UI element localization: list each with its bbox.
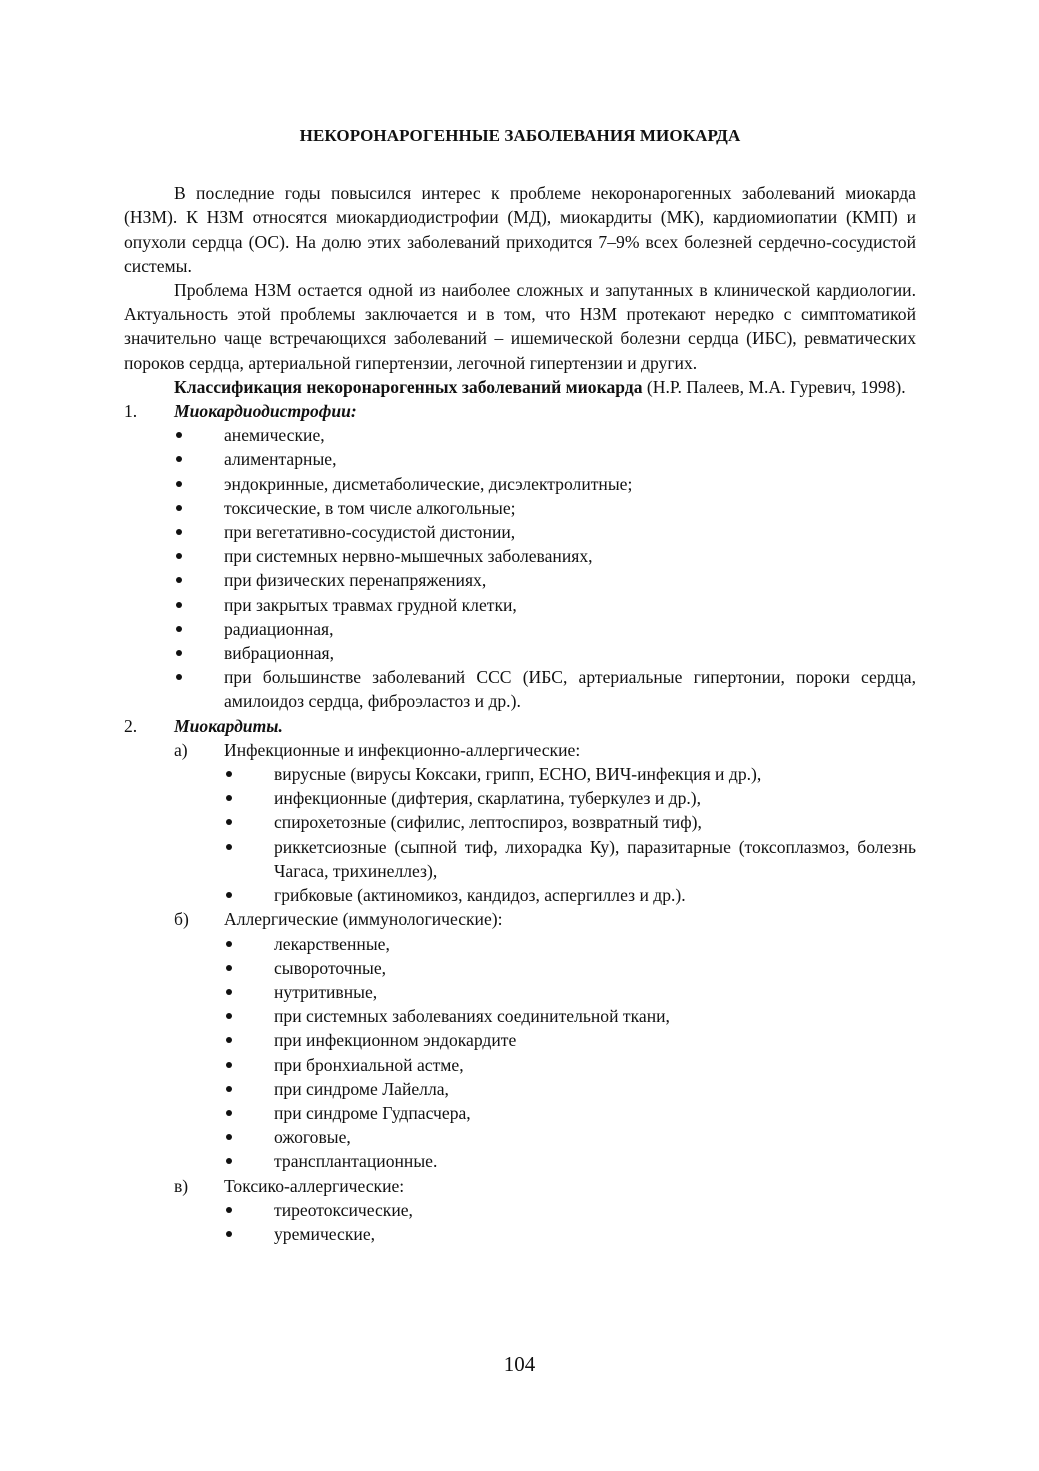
list-item-text: при системных нервно-мышечных заболеваниях,: [224, 546, 593, 567]
bullet-icon: [174, 423, 224, 447]
list-item-text: трансплантационные.: [274, 1151, 438, 1172]
section-1-item: [124, 447, 916, 471]
list-item-text: при системных заболеваниях соединительной ткани,: [274, 1006, 670, 1027]
list-item-text: анемические,: [224, 425, 325, 446]
bullet-icon: [224, 1222, 274, 1246]
section-1-title: Миокардиодистрофии:: [174, 401, 357, 422]
list-item-text: алиментарные,: [224, 449, 337, 470]
bullet-icon: [224, 1125, 274, 1149]
bullet-icon: [224, 810, 274, 834]
list-item-text: уремические,: [274, 1223, 376, 1244]
section-1-item: [124, 496, 916, 520]
list-item-text: при большинстве заболеваний ССС (ИБС, артериальные гипертонии, пороки сердца, амилоидоз сердца, фиброэластоз и др.).: [224, 667, 916, 712]
section-1-item: [124, 544, 916, 568]
bullet-icon: [224, 835, 274, 883]
subsection-item: [124, 1053, 916, 1077]
section-2-heading: [124, 714, 916, 738]
subsection-item: [124, 786, 916, 810]
list-item-text: при синдроме Лайелла,: [274, 1078, 449, 1099]
list-item-text: вибрационная,: [224, 643, 335, 664]
bullet-icon: [224, 1077, 274, 1101]
subsection-item: [124, 980, 916, 1004]
page-content: [124, 124, 916, 1246]
classification-bold: Классификация некоронарогенных заболеваний миокарда: [174, 376, 643, 397]
subsection-item: [124, 1125, 916, 1149]
list-item-text: спирохетозные (сифилис, лептоспироз, возвратный тиф),: [274, 812, 702, 833]
subsection-letter: а): [174, 739, 188, 760]
bullet-icon: [174, 641, 224, 665]
section-1-item: [124, 423, 916, 447]
section-1-item: [124, 617, 916, 641]
bullet-icon: [224, 786, 274, 810]
subsection-title: Инфекционные и инфекционно-аллергические:: [224, 739, 581, 760]
section-2-number: 2.: [124, 715, 138, 736]
section-1-item: [124, 665, 916, 713]
list-item-text: радиационная,: [224, 618, 334, 639]
list-item-text: токсические, в том числе алкогольные;: [224, 497, 516, 518]
section-1-list: [124, 423, 916, 713]
list-item-text: при физических перенапряжениях,: [224, 570, 487, 591]
subsection-list: [124, 1198, 916, 1246]
subsection-item: [124, 1004, 916, 1028]
subsection-item: [124, 1028, 916, 1052]
section-1-item: [124, 472, 916, 496]
list-item-text: эндокринные, дисметаболические, дисэлектролитные;: [224, 473, 633, 494]
subsection-item: [124, 1222, 916, 1246]
list-item-text: при синдроме Гудпасчера,: [274, 1102, 471, 1123]
bullet-icon: [224, 762, 274, 786]
list-item-text: при закрытых травмах грудной клетки,: [224, 594, 517, 615]
subsection-letter: в): [174, 1175, 189, 1196]
section-2-title: Миокардиты.: [174, 715, 283, 736]
bullet-icon: [174, 617, 224, 641]
subsection-heading: [124, 738, 916, 762]
list-item-text: грибковые (актиномикоз, кандидоз, аспергиллез и др.).: [274, 885, 686, 906]
section-1-heading: [124, 399, 916, 423]
list-item-text: риккетсиозные (сыпной тиф, лихорадка Ку), паразитарные (токсоплазмоз, болезнь Чагаса, трихинеллез),: [274, 836, 916, 881]
bullet-icon: [174, 665, 224, 713]
subsection-item: [124, 1149, 916, 1173]
subsection-item: [124, 883, 916, 907]
bullet-icon: [174, 496, 224, 520]
classification-heading: [124, 375, 916, 399]
bullet-icon: [174, 593, 224, 617]
subsection-heading: [124, 907, 916, 931]
list-item-text: тиреотоксические,: [274, 1199, 413, 1220]
subsection-item: [124, 932, 916, 956]
section-1-item: [124, 568, 916, 592]
subsection-item: [124, 1101, 916, 1125]
subsection-item: [124, 1077, 916, 1101]
subsection-heading: [124, 1174, 916, 1198]
list-item-text: при бронхиальной астме,: [274, 1054, 464, 1075]
bullet-icon: [174, 544, 224, 568]
bullet-icon: [224, 1149, 274, 1173]
bullet-icon: [224, 980, 274, 1004]
bullet-icon: [224, 1004, 274, 1028]
subsection-item: [124, 1198, 916, 1222]
list-item-text: ожоговые,: [274, 1127, 351, 1148]
subsection-item: [124, 810, 916, 834]
bullet-icon: [174, 472, 224, 496]
list-item-text: нутритивные,: [274, 981, 378, 1002]
section-2-subsections: [124, 738, 916, 1246]
section-1-item: [124, 593, 916, 617]
bullet-icon: [224, 1053, 274, 1077]
list-item-text: вирусные (вирусы Коксаки, грипп, ЕСНО, ВИЧ-инфекция и др.),: [274, 764, 762, 785]
bullet-icon: [224, 1198, 274, 1222]
list-item-text: лекарственные,: [274, 933, 390, 954]
list-item-text: при инфекционном эндокардите: [274, 1030, 517, 1051]
bullet-icon: [224, 883, 274, 907]
page-title: НЕКОРОНАРОГЕННЫЕ ЗАБОЛЕВАНИЯ МИОКАРДА: [299, 126, 741, 145]
subsection-letter: б): [174, 909, 189, 930]
intro-paragraph: В последние годы повысился интерес к проблеме некоронарогенных заболеваний миокарда (НЗМ). К НЗМ относятся миокардиодистрофии (МД), миокардиты (МК), кардиомиопатии (КМП) и опухоли сердца (ОС). На долю этих заболеваний приходится 7–9% всех болезней сердечно-сосудистой системы.: [124, 183, 916, 276]
bullet-icon: [224, 932, 274, 956]
bullet-icon: [174, 447, 224, 471]
section-1-item: [124, 520, 916, 544]
bullet-icon: [174, 568, 224, 592]
bullet-icon: [224, 1028, 274, 1052]
bullet-icon: [224, 1101, 274, 1125]
page-number: 104: [503, 1352, 536, 1376]
section-1-number: 1.: [124, 401, 138, 422]
subsection-item: [124, 835, 916, 883]
subsection-title: Аллергические (иммунологические):: [224, 909, 503, 930]
section-1-item: [124, 641, 916, 665]
subsection-title: Токсико-аллергические:: [224, 1175, 405, 1196]
problem-paragraph: Проблема НЗМ остается одной из наиболее сложных и запутанных в клинической кардиологии. Актуальность этой проблемы заключается и в том, что НЗМ протекают нередко с симптоматикой значительно чаще встречающихся заболеваний – ишемической болезни сердца (ИБС), ревматических пороков сердца, артериальной гипертензии, легочной гипертензии и других.: [124, 280, 916, 373]
bullet-icon: [174, 520, 224, 544]
bullet-icon: [224, 956, 274, 980]
subsection-item: [124, 956, 916, 980]
list-item-text: при вегетативно-сосудистой дистонии,: [224, 522, 516, 543]
list-item-text: сывороточные,: [274, 957, 387, 978]
classification-citation: (Н.Р. Палеев, М.А. Гуревич, 1998).: [642, 376, 906, 397]
subsection-list: [124, 762, 916, 907]
list-item-text: инфекционные (дифтерия, скарлатина, туберкулез и др.),: [274, 788, 702, 809]
subsection-list: [124, 932, 916, 1174]
subsection-item: [124, 762, 916, 786]
